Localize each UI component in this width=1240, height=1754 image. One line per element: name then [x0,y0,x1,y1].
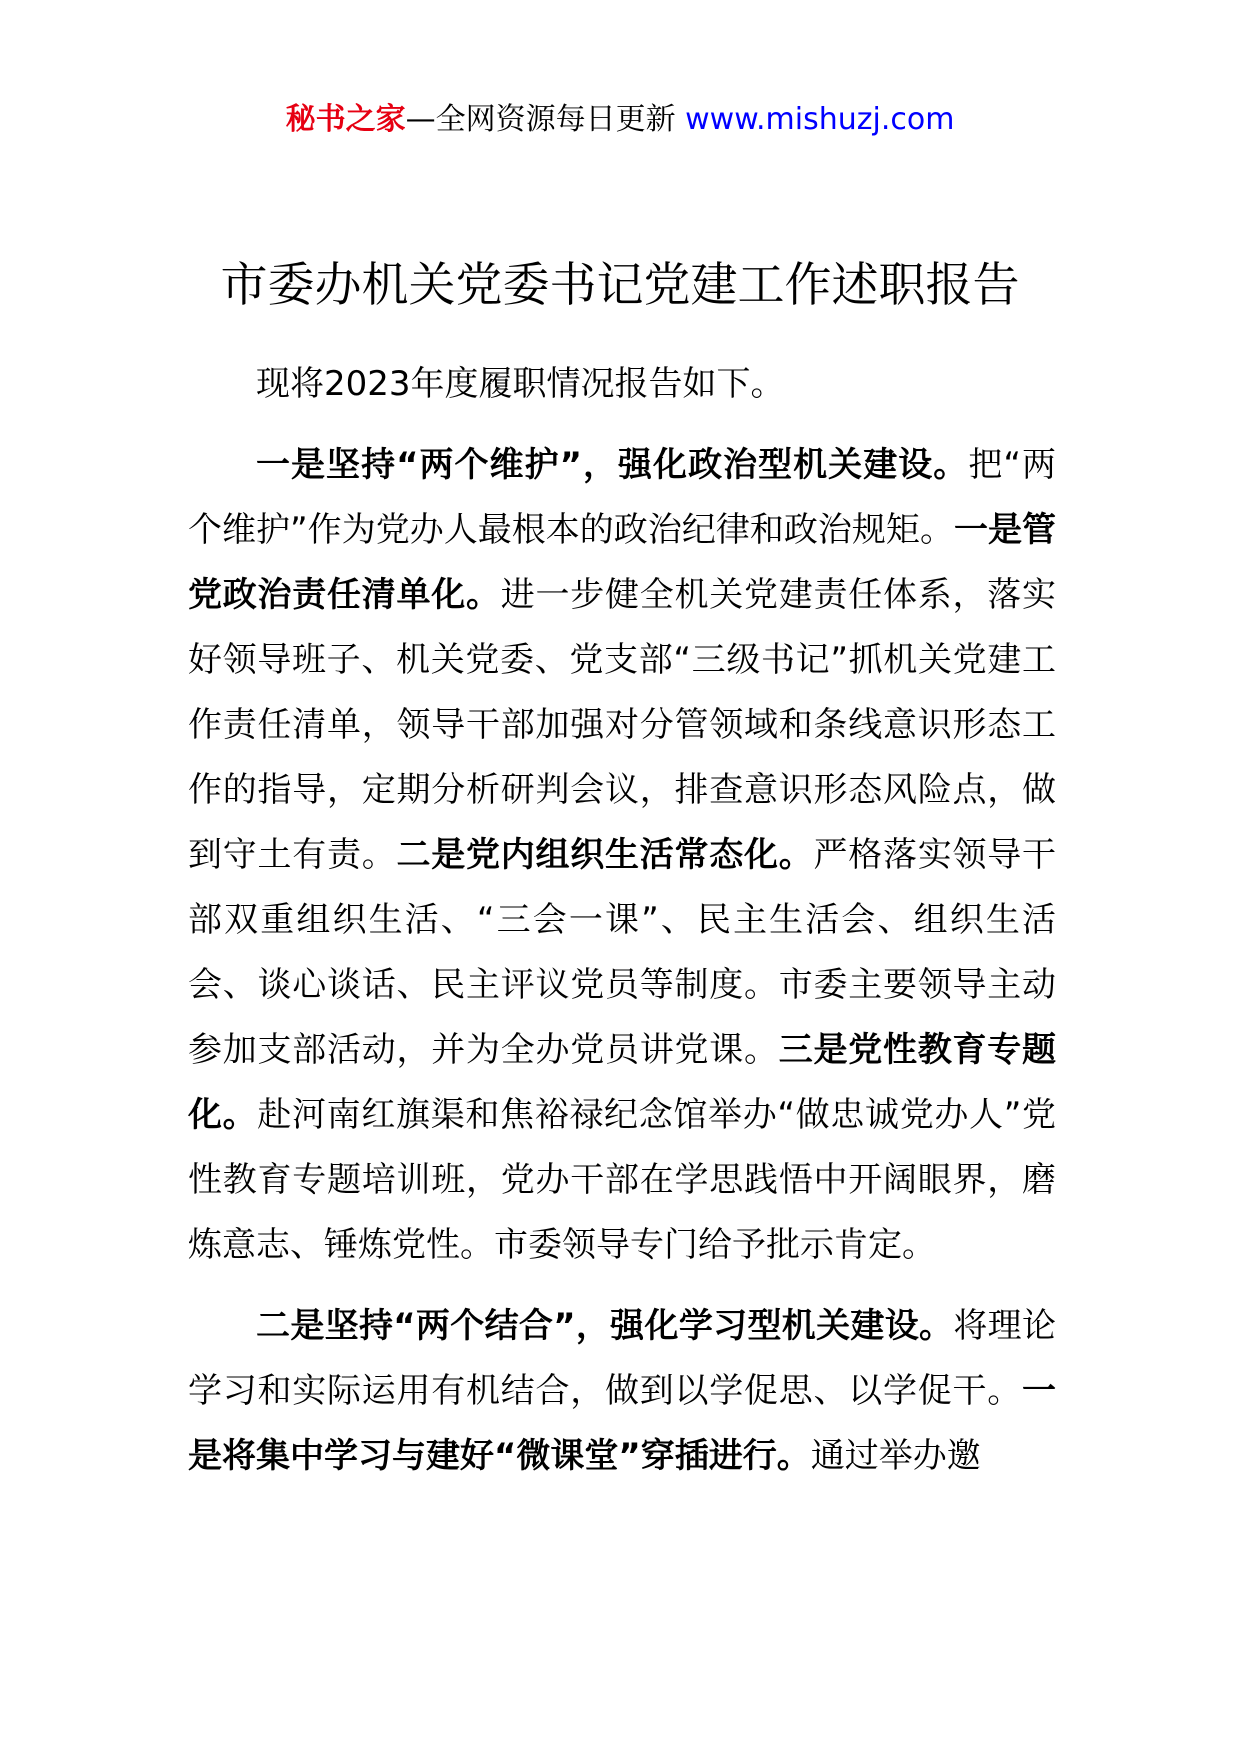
section-1-lead: 把“两个维护”作为党办人最根本的政治纪律和政治规矩。 [188,445,1056,550]
intro-text: 现将2023年度履职情况报告如下。 [256,364,785,404]
section-2-heading: 二是坚持“两个结合”，强化学习型机关建设。 [256,1306,954,1346]
section-1-point-2-text: 严格落实领导干部双重组织生活、“三会一课”、民主生活会、组织生活会、谈心谈话、民主评议党员等制度。市委主要领导主动参加支部活动，并为全办党员讲党课。 [188,835,1056,1070]
section-1-point-1-heading: 一是管党政治责任清单化。 [188,510,1056,615]
section-2-point-1-text: 通过举办邀 [810,1436,981,1476]
section-1-point-2-heading: 二是党内组织生活常态化。 [396,835,814,875]
document-title: 市委办机关党委书记党建工作述职报告 [220,258,1020,313]
section-1-point-3-text: 赴河南红旗渠和焦裕禄纪念馆举办“做忠诚党办人”党性教育专题培训班，党办干部在学思践悟中开阔眼界，磨炼意志、锤炼党性。市委领导专门给予批示肯定。 [188,1095,1056,1265]
brand-name: 秘书之家 [285,102,406,137]
section-1-paragraph [188,433,1056,1278]
section-2-point-1-heading: 一是将集中学习与建好“微课堂”穿插进行。 [188,1371,1056,1476]
intro-paragraph [188,352,1056,417]
section-1-point-3-heading: 三是党性教育专题化。 [188,1030,1056,1135]
header-tagline: —全网资源每日更新 [405,102,676,137]
section-2-paragraph [188,1294,1056,1489]
site-header [0,100,1240,140]
section-2-lead: 将理论学习和实际运用有机结合，做到以学促思、以学促干。 [188,1306,1056,1411]
section-1-heading: 一是坚持“两个维护”，强化政治型机关建设。 [256,445,969,485]
site-url-link[interactable]: www.mishuzj.com [685,102,955,137]
document-body [188,352,1056,1489]
section-1-point-1-text: 进一步健全机关党建责任体系，落实好领导班子、机关党委、党支部“三级书记”抓机关党建工作责任清单，领导干部加强对分管领域和条线意识形态工作的指导，定期分析研判会议，排查意识形态风险点，做到守土有责。 [188,575,1056,875]
